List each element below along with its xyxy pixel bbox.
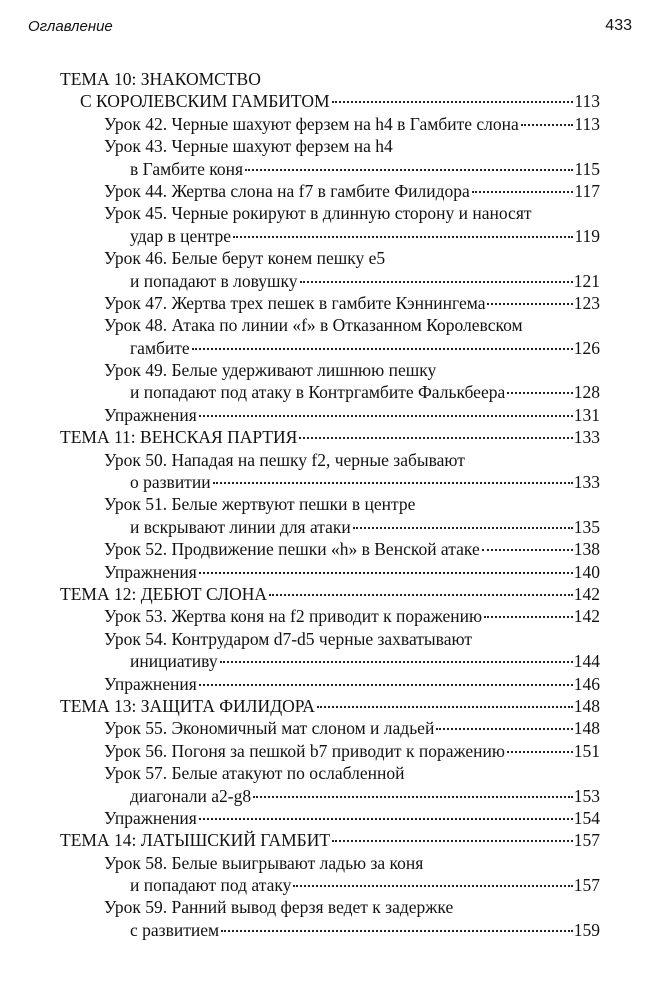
toc-line — [130, 919, 600, 941]
toc-entry-title: С КОРОЛЕВСКИМ ГАМБИТОМ — [80, 91, 330, 112]
toc-lesson-entry[interactable] — [60, 493, 600, 538]
toc-page-number: 131 — [573, 404, 600, 425]
toc-lesson-entry[interactable] — [60, 628, 600, 673]
toc-lesson-entry[interactable] — [60, 605, 600, 627]
toc-page-number: 119 — [574, 225, 600, 246]
toc-page-number: 154 — [573, 807, 600, 828]
toc-line — [80, 90, 600, 112]
toc-entry-title: Урок 45. Черные рокируют в длинную сторону и наносят — [104, 203, 532, 224]
toc-lesson-entry[interactable] — [60, 247, 600, 292]
toc-theme-entry[interactable] — [60, 695, 600, 717]
dot-leader — [436, 728, 572, 730]
toc-page-number: 157 — [573, 875, 600, 896]
toc-line — [130, 650, 600, 672]
toc-line — [60, 695, 600, 717]
dot-leader — [245, 169, 573, 171]
toc-entry-title: Урок 53. Жертва коня на f2 приводит к поражению — [104, 606, 483, 627]
dot-leader — [482, 549, 573, 551]
toc-entry-title: и вскрывают линии для атаки — [130, 516, 351, 537]
toc-lesson-entry[interactable] — [60, 359, 600, 404]
dot-leader — [199, 415, 573, 417]
toc-entry-title: с развитием — [130, 919, 220, 940]
toc-entry-title: Урок 42. Черные шахуют ферзем на h4 в Гамбите слона — [104, 113, 519, 134]
toc-page-number: 142 — [573, 583, 600, 604]
toc-page-number: 123 — [573, 292, 600, 313]
toc-entry-title: удар в центре — [130, 225, 231, 246]
toc-line — [130, 270, 600, 292]
toc-theme-entry[interactable] — [60, 583, 600, 605]
toc-entry-title: в Гамбите коня — [130, 158, 243, 179]
toc-page-number: 121 — [573, 270, 600, 291]
dot-leader — [269, 594, 573, 596]
toc-line — [104, 135, 600, 157]
toc-entry-title: ТЕМА 13: ЗАЩИТА ФИЛИДОРА — [60, 695, 315, 716]
toc-lesson-entry[interactable] — [60, 449, 600, 494]
toc-entry-title: ТЕМА 14: ЛАТЫШСКИЙ ГАМБИТ — [60, 830, 331, 851]
toc-theme-entry[interactable] — [60, 426, 600, 448]
toc-page-number: 128 — [573, 382, 600, 403]
dot-leader — [472, 191, 574, 193]
dot-leader — [521, 124, 574, 126]
dot-leader — [507, 751, 573, 753]
toc-entry-title: Урок 52. Продвижение пешки «h» в Венской атаке — [104, 539, 480, 560]
toc-line — [104, 180, 600, 202]
toc-entry-title: Урок 44. Жертва слона на f7 в гамбите Филидора — [104, 180, 470, 201]
toc-lesson-entry[interactable] — [60, 538, 600, 560]
toc-page-number: 126 — [573, 337, 600, 358]
dot-leader — [199, 572, 573, 574]
toc-entry-title: и попадают в ловушку — [130, 270, 298, 291]
toc-line — [104, 852, 600, 874]
toc-line — [130, 874, 600, 896]
toc-line — [60, 829, 600, 851]
toc-entry-title: Урок 46. Белые берут конем пешку е5 — [104, 248, 386, 269]
toc-lesson-entry[interactable] — [60, 180, 600, 202]
toc-entry-title: и попадают под атаку — [130, 875, 292, 896]
toc-entry-title: гамбите — [130, 337, 190, 358]
dot-leader — [299, 437, 572, 439]
toc-line — [104, 717, 600, 739]
dot-leader — [332, 101, 574, 103]
toc-lesson-entry[interactable] — [60, 673, 600, 695]
toc-page-number: 117 — [574, 180, 600, 201]
toc-page-number: 148 — [573, 695, 600, 716]
dot-leader — [353, 527, 573, 529]
toc-entry-title: Урок 55. Экономичный мат слоном и ладьей — [104, 718, 435, 739]
toc-lesson-entry[interactable] — [60, 202, 600, 247]
running-title: Оглавление — [28, 18, 113, 35]
toc-page-number: 151 — [573, 740, 600, 761]
toc-page-number: 144 — [573, 651, 600, 672]
toc-line — [60, 583, 600, 605]
toc-entry-title: Урок 51. Белые жертвуют пешки в центре — [104, 494, 416, 515]
dot-leader — [253, 796, 573, 798]
toc-page-number: 113 — [574, 91, 600, 112]
toc-lesson-entry[interactable] — [60, 404, 600, 426]
toc-line — [104, 404, 600, 426]
toc-line — [104, 896, 600, 918]
toc-entry-title: Урок 58. Белые выигрывают ладью за коня — [104, 852, 424, 873]
toc-lesson-entry[interactable] — [60, 762, 600, 807]
toc-page-number: 138 — [573, 539, 600, 560]
toc-line — [104, 449, 600, 471]
dot-leader — [293, 885, 572, 887]
dot-leader — [192, 348, 573, 350]
toc-theme-entry[interactable] — [60, 829, 600, 851]
dot-leader — [507, 392, 573, 394]
toc-line — [130, 158, 600, 180]
toc-line — [130, 225, 600, 247]
toc-line — [104, 538, 600, 560]
dot-leader — [221, 930, 573, 932]
toc-entry-title: Урок 50. Нападая на пешку f2, черные забывают — [104, 449, 465, 470]
toc-page-number: 142 — [573, 606, 600, 627]
toc-lesson-entry[interactable] — [60, 292, 600, 314]
toc-line — [104, 359, 600, 381]
toc-entry-title: Урок 49. Белые удерживают лишнюю пешку — [104, 360, 437, 381]
toc-entry-title: ТЕМА 11: ВЕНСКАЯ ПАРТИЯ — [60, 427, 298, 448]
toc-lesson-entry[interactable] — [60, 135, 600, 180]
toc-line — [104, 740, 600, 762]
dot-leader — [199, 818, 573, 820]
toc-lesson-entry[interactable] — [60, 717, 600, 739]
toc-line — [104, 314, 600, 336]
toc-lesson-entry[interactable] — [60, 314, 600, 359]
toc-page-number: 133 — [573, 472, 600, 493]
toc-page-number: 146 — [573, 673, 600, 694]
toc-page-number: 153 — [573, 785, 600, 806]
toc-line — [104, 202, 600, 224]
toc-page-number: 113 — [574, 113, 600, 134]
toc-entry-title: Урок 48. Атака по линии «f» в Отказанном Королевском — [104, 315, 523, 336]
toc-entry-title: ТЕМА 10: ЗНАКОМСТВО — [60, 69, 261, 89]
toc-page-number: 115 — [574, 158, 600, 179]
toc-entry-title: и попадают под атаку в Контргамбите Фалькбеера — [130, 382, 506, 403]
toc-lesson-entry[interactable] — [60, 113, 600, 135]
toc-line — [104, 673, 600, 695]
table-of-contents — [60, 68, 600, 941]
toc-entry-title: Урок 54. Контрударом d7-d5 черные захватывают — [104, 628, 472, 649]
dot-leader — [300, 281, 573, 283]
toc-line — [104, 247, 600, 269]
toc-line — [104, 113, 600, 135]
dot-leader — [199, 684, 573, 686]
toc-entry-title: Упражнения — [104, 807, 197, 828]
dot-leader — [220, 661, 573, 663]
toc-page-number: 157 — [573, 830, 600, 851]
toc-entry-title: диагонали a2-g8 — [130, 785, 252, 806]
toc-lesson-entry[interactable] — [60, 896, 600, 941]
toc-line — [130, 785, 600, 807]
toc-lesson-entry[interactable] — [60, 740, 600, 762]
dot-leader — [487, 303, 572, 305]
toc-line — [104, 605, 600, 627]
toc-page-number: 159 — [573, 919, 600, 940]
toc-line — [60, 68, 600, 90]
dot-leader — [332, 840, 573, 842]
toc-line — [104, 292, 600, 314]
toc-theme-entry[interactable] — [60, 68, 600, 113]
dot-leader — [213, 482, 573, 484]
toc-entry-title: инициативу — [130, 651, 218, 672]
toc-entry-title: Урок 59. Ранний вывод ферзя ведет к задержке — [104, 897, 454, 918]
toc-page-number: 133 — [573, 427, 600, 448]
toc-page-number: 140 — [573, 561, 600, 582]
toc-entry-title: ТЕМА 12: ДЕБЮТ СЛОНА — [60, 583, 268, 604]
toc-entry-title: Урок 43. Черные шахуют ферзем на h4 — [104, 136, 393, 157]
toc-lesson-entry[interactable] — [60, 807, 600, 829]
page-header — [28, 18, 632, 40]
toc-entry-title: о развитии — [130, 472, 211, 493]
toc-page-number: 148 — [573, 718, 600, 739]
toc-line — [104, 762, 600, 784]
dot-leader — [484, 616, 573, 618]
toc-entry-title: Упражнения — [104, 673, 197, 694]
toc-line — [104, 807, 600, 829]
toc-lesson-entry[interactable] — [60, 852, 600, 897]
toc-page-number: 135 — [573, 516, 600, 537]
toc-lesson-entry[interactable] — [60, 561, 600, 583]
toc-line — [104, 628, 600, 650]
toc-line — [104, 493, 600, 515]
page-number: 433 — [605, 17, 632, 34]
dot-leader — [317, 706, 573, 708]
toc-line — [130, 381, 600, 403]
dot-leader — [233, 236, 573, 238]
toc-line — [104, 561, 600, 583]
toc-line — [130, 471, 600, 493]
toc-line — [130, 337, 600, 359]
toc-line — [130, 516, 600, 538]
toc-entry-title: Упражнения — [104, 404, 197, 425]
toc-entry-title: Урок 56. Погоня за пешкой b7 приводит к поражению — [104, 740, 505, 761]
toc-entry-title: Упражнения — [104, 561, 197, 582]
toc-line — [60, 426, 600, 448]
toc-entry-title: Урок 57. Белые атакуют по ослабленной — [104, 763, 405, 784]
toc-entry-title: Урок 47. Жертва трех пешек в гамбите Кэннингема — [104, 292, 486, 313]
